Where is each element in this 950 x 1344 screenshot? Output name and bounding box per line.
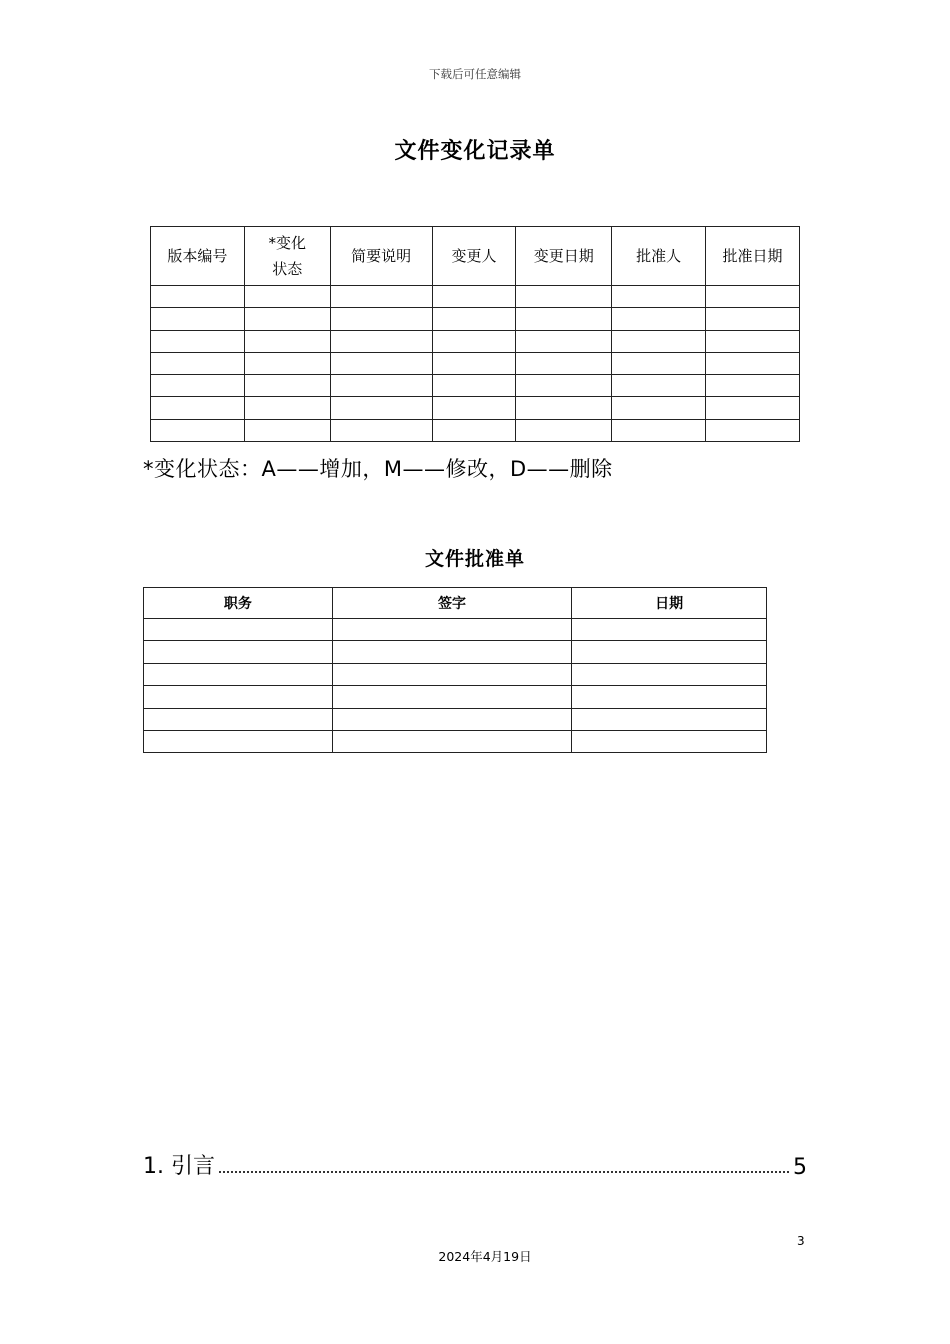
change-table-cell[interactable]	[612, 375, 706, 397]
change-table-cell[interactable]	[330, 419, 432, 441]
change-table-row	[151, 330, 800, 352]
change-table-row	[151, 286, 800, 308]
change-record-table	[150, 226, 800, 442]
change-table-cell[interactable]	[244, 352, 330, 374]
footer-date: 2024年4月19日	[438, 1249, 532, 1264]
change-table-cell[interactable]	[330, 375, 432, 397]
change-table-cell[interactable]	[706, 286, 800, 308]
approval-table-row	[144, 686, 767, 708]
approval-table-row	[144, 641, 767, 663]
change-table-cell[interactable]	[151, 308, 245, 330]
change-table-cell[interactable]	[612, 308, 706, 330]
change-status-legend: *变化状态：A——增加，M——修改，D——删除	[143, 457, 613, 481]
approval-table-cell[interactable]	[144, 641, 333, 663]
approval-table	[143, 587, 767, 753]
change-table-cell[interactable]	[432, 352, 516, 374]
approval-table-cell[interactable]	[572, 730, 767, 752]
change-table-cell[interactable]	[706, 419, 800, 441]
approval-table-cell[interactable]	[144, 708, 333, 730]
change-table-cell[interactable]	[432, 375, 516, 397]
change-table-cell[interactable]	[516, 375, 612, 397]
change-table-cell[interactable]	[516, 308, 612, 330]
change-table-cell[interactable]	[706, 397, 800, 419]
change-table-cell[interactable]	[151, 397, 245, 419]
change-table-cell[interactable]	[706, 330, 800, 352]
page-number: 3	[797, 1234, 805, 1248]
change-table-cell[interactable]	[244, 397, 330, 419]
approval-title: 文件批准单	[424, 548, 525, 570]
change-table-cell[interactable]	[330, 286, 432, 308]
change-table-cell[interactable]	[244, 375, 330, 397]
col-change-status: *变化 状态	[244, 227, 330, 286]
header-note: 下载后可任意编辑	[429, 67, 521, 81]
change-table-row	[151, 352, 800, 374]
change-table-cell[interactable]	[244, 419, 330, 441]
change-table-cell[interactable]	[151, 330, 245, 352]
change-table-cell[interactable]	[516, 352, 612, 374]
change-table-cell[interactable]	[516, 330, 612, 352]
toc-entry-label: 1. 引言	[143, 1154, 215, 1179]
approval-table-cell[interactable]	[144, 663, 333, 685]
approval-table-cell[interactable]	[332, 641, 572, 663]
toc-entry-page: 5	[793, 1155, 807, 1180]
change-table-cell[interactable]	[330, 308, 432, 330]
change-table-cell[interactable]	[612, 330, 706, 352]
change-table-cell[interactable]	[151, 419, 245, 441]
change-table-cell[interactable]	[330, 330, 432, 352]
change-table-cell[interactable]	[432, 286, 516, 308]
approval-table-cell[interactable]	[332, 708, 572, 730]
approval-table-cell[interactable]	[332, 730, 572, 752]
toc-entry[interactable]	[143, 1146, 807, 1180]
approval-table-cell[interactable]	[332, 663, 572, 685]
col-date: 日期	[572, 588, 767, 619]
change-table-cell[interactable]	[432, 419, 516, 441]
change-table-cell[interactable]	[244, 330, 330, 352]
change-table-cell[interactable]	[244, 308, 330, 330]
col-change-date: 变更日期	[516, 227, 612, 286]
change-table-cell[interactable]	[516, 286, 612, 308]
approval-table-cell[interactable]	[332, 619, 572, 641]
change-table-cell[interactable]	[330, 352, 432, 374]
col-approval-date: 批准日期	[706, 227, 800, 286]
approval-table-cell[interactable]	[572, 708, 767, 730]
approval-table-cell[interactable]	[572, 663, 767, 685]
change-table-cell[interactable]	[432, 397, 516, 419]
approval-table-cell[interactable]	[572, 619, 767, 641]
change-table-cell[interactable]	[612, 352, 706, 374]
col-approver: 批准人	[612, 227, 706, 286]
approval-table-cell[interactable]	[144, 619, 333, 641]
change-table-row	[151, 375, 800, 397]
change-table-row	[151, 397, 800, 419]
change-record-title: 文件变化记录单	[394, 139, 556, 164]
change-table-cell[interactable]	[706, 308, 800, 330]
col-version-number: 版本编号	[151, 227, 245, 286]
col-changed-by: 变更人	[432, 227, 516, 286]
approval-table-cell[interactable]	[144, 686, 333, 708]
toc-leader-dots	[219, 1171, 789, 1173]
approval-table-row	[144, 663, 767, 685]
approval-table-row	[144, 730, 767, 752]
change-table-cell[interactable]	[706, 375, 800, 397]
change-table-cell[interactable]	[151, 375, 245, 397]
change-table-cell[interactable]	[432, 308, 516, 330]
change-table-cell[interactable]	[151, 352, 245, 374]
change-table-row	[151, 419, 800, 441]
col-signature: 签字	[332, 588, 572, 619]
col-position: 职务	[144, 588, 333, 619]
change-table-header-row	[151, 227, 800, 286]
approval-table-cell[interactable]	[332, 686, 572, 708]
change-table-cell[interactable]	[516, 419, 612, 441]
change-table-cell[interactable]	[706, 352, 800, 374]
approval-table-header-row	[144, 588, 767, 619]
approval-table-row	[144, 708, 767, 730]
change-table-cell[interactable]	[432, 330, 516, 352]
change-table-cell[interactable]	[516, 397, 612, 419]
change-table-cell[interactable]	[612, 419, 706, 441]
col-brief-description: 简要说明	[330, 227, 432, 286]
change-table-cell[interactable]	[244, 286, 330, 308]
change-table-cell[interactable]	[612, 397, 706, 419]
change-table-cell[interactable]	[330, 397, 432, 419]
approval-table-row	[144, 619, 767, 641]
change-table-row	[151, 308, 800, 330]
change-table-cell[interactable]	[612, 286, 706, 308]
approval-table-cell[interactable]	[572, 641, 767, 663]
approval-table-cell[interactable]	[572, 686, 767, 708]
change-table-cell[interactable]	[151, 286, 245, 308]
approval-table-cell[interactable]	[144, 730, 333, 752]
